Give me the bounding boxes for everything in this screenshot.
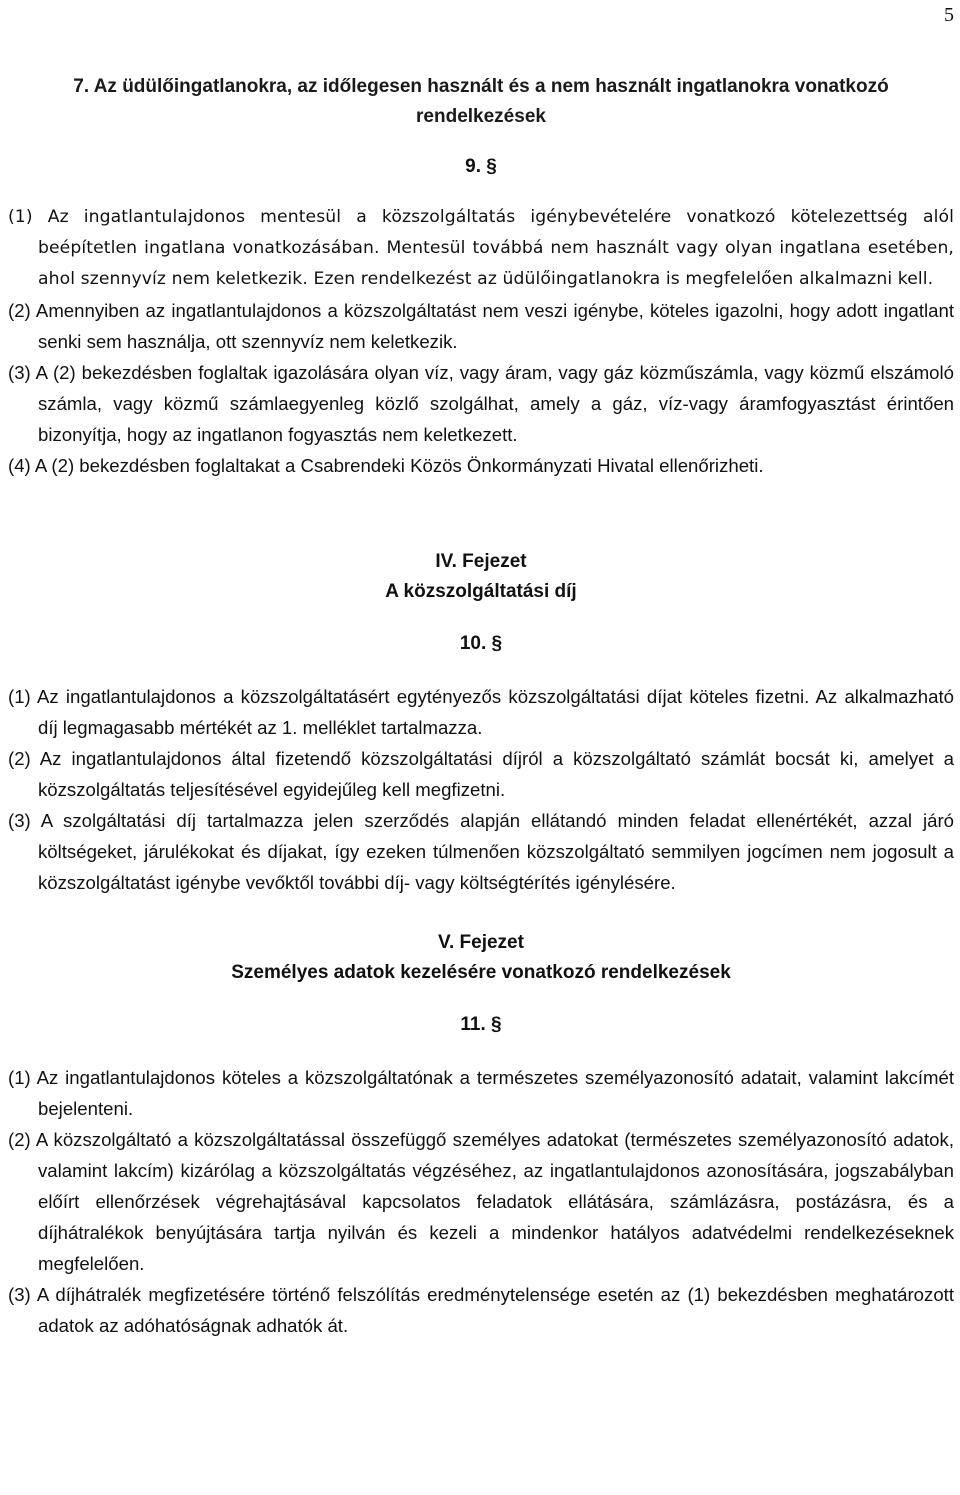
section-10-heading: 10. § <box>459 633 503 654</box>
section-10-paragraph-2: (2) Az ingatlantulajdonos által fizetendő közszolgáltatási díjról a közszolgáltató számlát bocsát ki, amelyet a közszolgáltatás teljesítésével egyidejűleg kell megfizetni. <box>8 748 954 800</box>
document-body <box>8 72 954 1341</box>
chapter-7-heading: 7. Az üdülőingatlanokra, az időlegesen használt és a nem használt ingatlanokra vonatkozó rendelkezések <box>73 76 889 127</box>
section-10-paragraph-3: (3) A szolgáltatási díj tartalmazza jelen szerződés alapján ellátandó minden feladat ellenértékét, azzal járó költségeket, járulékokat és díjakat, így ezeken túlmenően közszolgáltató semmilyen jogcímen nem jogosult a közszolgáltatást igénybe vevőktől további díj- vagy költségtérítés igénylésére. <box>8 810 954 893</box>
section-11-paragraph-3: (3) A díjhátralék megfizetésére történő felszólítás eredménytelensége esetén az (1) bekezdésben meghatározott adatok az adóhatóságnak adhatók át. <box>8 1284 954 1336</box>
section-9-paragraph-4: (4) A (2) bekezdésben foglaltakat a Csabrendeki Közös Önkormányzati Hivatal ellenőrizheti. <box>8 455 764 476</box>
section-11-paragraph-2: (2) A közszolgáltató a közszolgáltatással összefüggő személyes adatokat (természetes személyazonosító adatok, valamint lakcím) kizárólag a közszolgáltatás végzéséhez, az ingatlantulajdonos azonosítására, jogszabályban előírt ellenőrzések végrehajtásával kapcsolatos feladatok ellátására, számlázásra, postázásra, és a díjhátralékok benyújtására tartja nyilván és kezeli a mindenkor hatályos adatvédelmi rendelkezéseknek megfelelően. <box>8 1129 954 1274</box>
section-9-paragraph-2: (2) Amennyiben az ingatlantulajdonos a közszolgáltatást nem veszi igénybe, köteles igazolni, hogy adott ingatlant senki sem használja, ott szennyvíz nem keletkezik. <box>8 300 954 352</box>
chapter-4-label: IV. Fejezet <box>435 551 527 572</box>
section-11-paragraph-1: (1) Az ingatlantulajdonos köteles a közszolgáltatónak a természetes személyazonosító adatait, valamint lakcímét bejelenteni. <box>8 1067 954 1119</box>
section-9-paragraph-1: (1) Az ingatlantulajdonos mentesül a közszolgáltatás igénybevételére vonatkozó kötelezettség alól beépítetlen ingatlana vonatkozásában. Mentesül továbbá nem használt vagy olyan ingatlana esetében, ahol szennyvíz nem keletkezik. Ezen rendelkezést az üdülőingatlanokra is megfelelően alkalmazni kell. <box>8 207 954 289</box>
page-number: 5 <box>944 4 954 26</box>
chapter-5-label: V. Fejezet <box>438 932 524 953</box>
section-9-paragraph-3: (3) A (2) bekezdésben foglaltak igazolására olyan víz, vagy áram, vagy gáz közműszámla, vagy közmű elszámoló számla, vagy közmű számlaegyenleg közlő szolgálhat, amely a gáz, víz-vagy áramfogyasztást érintően bizonyítja, hogy az ingatlanon fogyasztás nem keletkezett. <box>8 362 954 445</box>
section-11-heading: 11. § <box>460 1014 502 1035</box>
section-10-paragraph-1: (1) Az ingatlantulajdonos a közszolgáltatásért egytényezős közszolgáltatási díjat köteles fizetni. Az alkalmazható díj legmagasabb mértékét az 1. melléklet tartalmazza. <box>8 686 954 738</box>
section-9-heading: 9. § <box>465 156 497 177</box>
chapter-4-title: A közszolgáltatási díj <box>385 581 577 602</box>
chapter-5-title: Személyes adatok kezelésére vonatkozó rendelkezések <box>231 962 731 983</box>
